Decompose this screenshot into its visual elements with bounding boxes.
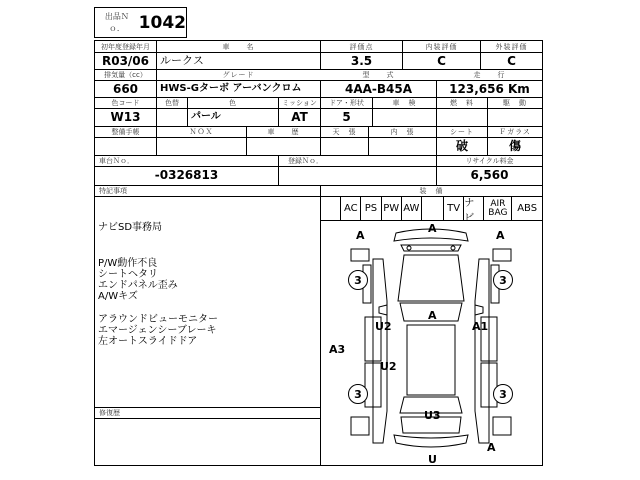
front-glass-value: 傷	[508, 139, 521, 153]
label-inspection: 車 検	[392, 99, 417, 107]
equip-pw: PW	[382, 197, 402, 220]
label-recycle-fee: リサイクル料金	[465, 157, 514, 165]
exterior-grade-value: C	[507, 54, 516, 68]
label-first-registration: 初年度登録年月	[101, 43, 150, 51]
damage-left-front-door: U2	[375, 320, 392, 333]
label-exterior-grade: 外装評価	[495, 43, 528, 51]
label-displacement: 排気量（cc）	[104, 71, 147, 79]
mileage-value: 123,656 Km	[449, 82, 530, 96]
label-nox: ＮＯＸ	[189, 128, 214, 136]
notes-block-2: P/W動作不良 シートヘタリ エンドパネル歪み A/Wキズ	[98, 258, 178, 302]
notes-line-1: ナビSD事務局	[98, 222, 163, 233]
car-name-value: ルークス	[160, 54, 204, 67]
equip-aw: AW	[402, 197, 422, 220]
label-front-glass: Ｆガラス	[499, 128, 531, 136]
label-color-change: 色替	[165, 99, 179, 107]
equip-ps: PS	[361, 197, 381, 220]
label-chassis-no: 車台Ｎｏ．	[99, 157, 134, 165]
label-grade: グレード	[222, 71, 255, 79]
label-equipment: 装 備	[419, 187, 444, 195]
equipment-row	[321, 197, 542, 224]
notes-block-3: アラウンドビューモニター エマージェンシーブレーキ 左オートスライドドア	[98, 314, 218, 347]
damage-left-side: A3	[329, 343, 346, 356]
chassis-no-value: -0326813	[154, 168, 219, 182]
label-color: 色	[229, 99, 237, 107]
tyre-rear-left: 3	[348, 384, 368, 404]
car-diagram	[321, 221, 542, 465]
lot-number-value: 1042	[138, 12, 186, 33]
equip-airbag: AIR BAG	[484, 197, 512, 220]
label-drive: 駆 動	[503, 99, 527, 107]
equip-navi: ナビ	[464, 197, 484, 220]
label-model: 型 式	[362, 71, 395, 79]
label-score: 評価点	[349, 43, 374, 51]
color-value: パール	[191, 111, 221, 122]
displacement-value: 660	[112, 82, 139, 96]
label-interior-grade: 内装評価	[425, 43, 458, 51]
model-value: 4AA-B45A	[344, 82, 413, 96]
label-mileage: 走 行	[473, 71, 506, 79]
tyre-front-right: 3	[493, 270, 513, 290]
seat-value: 破	[455, 139, 468, 153]
damage-left-rear-door: U2	[380, 360, 397, 373]
label-notes: 特記事項	[99, 187, 127, 195]
damage-front-bumper: A	[428, 222, 437, 235]
label-interior-trim: 内 張	[390, 128, 415, 136]
recycle-fee-value: 6,560	[470, 168, 509, 182]
grade-value: HWS-Gターボ アーバンクロム	[160, 83, 302, 94]
label-registration-no: 登録Ｎｏ．	[288, 157, 323, 165]
equip-blank	[422, 197, 444, 220]
damage-rear-gate: U3	[424, 409, 441, 422]
damage-right-door: A1	[472, 320, 489, 333]
label-fuel: 燃 料	[450, 99, 474, 107]
label-history: 車 歴	[267, 128, 300, 136]
interior-grade-value: C	[437, 54, 446, 68]
equip-abs: ABS	[517, 203, 538, 214]
doors-value: 5	[342, 110, 351, 124]
label-repair-history: 修復歴	[99, 409, 120, 417]
label-car-name: 車 名	[222, 43, 255, 51]
transmission-value: AT	[291, 110, 308, 124]
damage-front-right: A	[496, 229, 505, 242]
damage-rear-bumper: U	[428, 453, 437, 466]
color-code-value: W13	[110, 110, 141, 124]
equip-ac: AC	[341, 197, 361, 220]
score-value: 3.5	[350, 54, 373, 68]
label-headliner: 天 張	[332, 128, 357, 136]
damage-roof: A	[428, 309, 437, 322]
label-color-code: 色コード	[111, 99, 140, 107]
tyre-front-left: 3	[348, 270, 368, 290]
first-registration-value: R03/06	[101, 54, 150, 68]
equip-tv: TV	[444, 197, 464, 220]
label-seat: シート	[450, 128, 474, 136]
lot-number-label: 出品Ｎｏ．	[104, 11, 129, 33]
damage-rear-right: A	[487, 441, 496, 454]
label-doors: ドア・形状	[329, 99, 364, 107]
tyre-rear-right: 3	[493, 384, 513, 404]
label-maintenance-book: 整備手帳	[111, 128, 140, 136]
lot-number-box	[95, 8, 186, 37]
damage-front-left: A	[356, 229, 365, 242]
label-transmission: ミッション	[282, 99, 317, 107]
